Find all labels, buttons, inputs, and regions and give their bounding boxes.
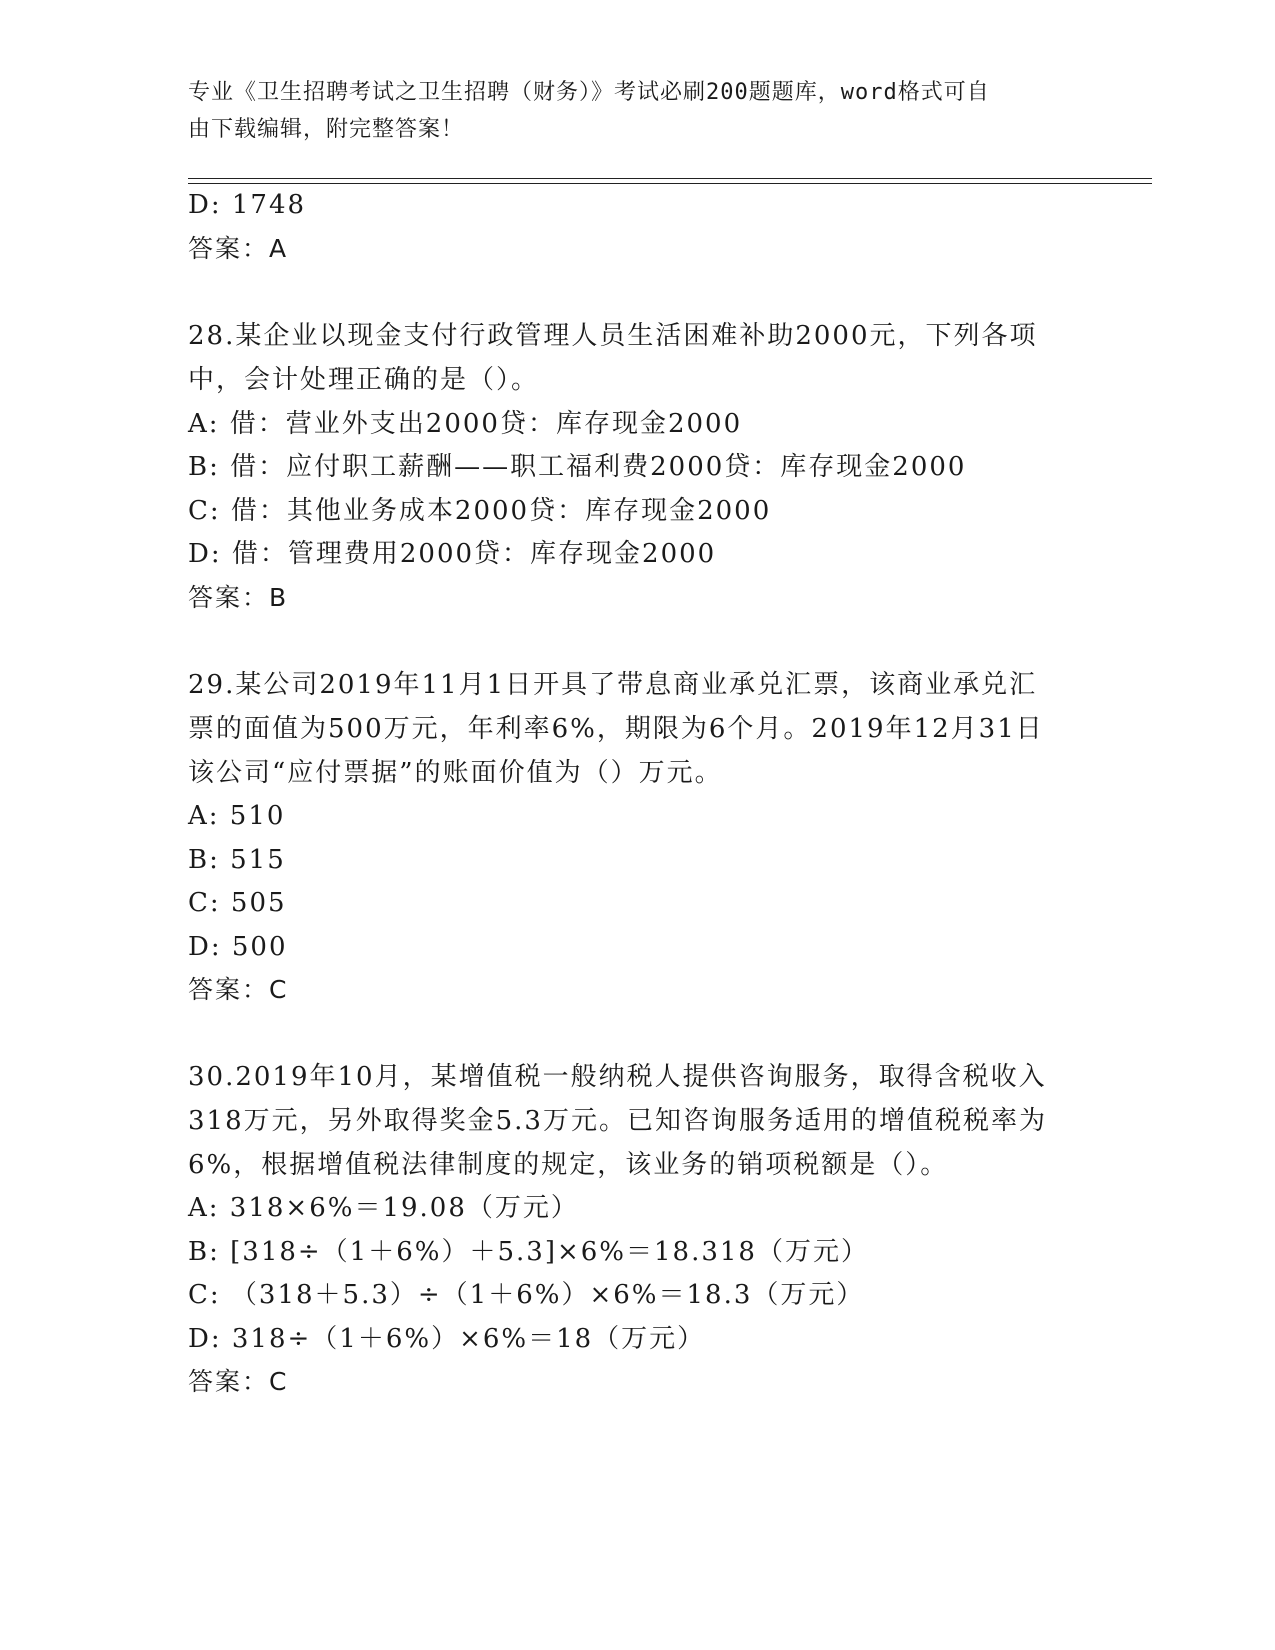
q29-answer: 答案：C <box>188 975 289 1004</box>
q29-option-d: D: 500 <box>188 932 288 962</box>
q30-stem-line-2: 318万元，另外取得奖金5.3万元。已知咨询服务适用的增值税税率为 <box>188 1106 1047 1136</box>
q28-option-b: B: 借：应付职工薪酬——职工福利费2000贷：库存现金2000 <box>188 452 967 482</box>
q29-option-c: C: 505 <box>188 888 287 918</box>
q29-stem-line-2: 票的面值为500万元，年利率6%，期限为6个月。2019年12月31日 <box>188 714 1044 744</box>
q30-stem-line-1: 30.2019年10月，某增值税一般纳税人提供咨询服务，取得含税收入 <box>188 1062 1047 1092</box>
header-line-2: 由下载编辑，附完整答案！ <box>188 117 465 142</box>
q28-option-c: C: 借：其他业务成本2000贷：库存现金2000 <box>188 496 772 526</box>
q29-option-b: B: 515 <box>188 845 286 875</box>
q30-stem-line-3: 6%，根据增值税法律制度的规定，该业务的销项税额是（）。 <box>188 1150 949 1180</box>
q30-option-d: D: 318÷（1＋6%）×6%＝18（万元） <box>188 1324 706 1354</box>
header-line-1: 专业《卫生招聘考试之卫生招聘（财务）》考试必刷200题题库，word格式可自 <box>188 80 990 105</box>
document-header <box>188 74 1068 148</box>
q29-stem-line-1: 29.某公司2019年11月1日开具了带息商业承兑汇票，该商业承兑汇 <box>188 670 1038 700</box>
q28-option-a: A: 借：营业外支出2000贷：库存现金2000 <box>188 409 743 439</box>
q29-stem-line-3: 该公司“应付票据”的账面价值为（）万元。 <box>188 758 723 788</box>
q30-answer: 答案：C <box>188 1367 289 1396</box>
q30-option-a: A: 318×6%＝19.08（万元） <box>188 1193 579 1223</box>
header-divider-bottom <box>188 183 1152 184</box>
q28-stem-line-2: 中，会计处理正确的是（）。 <box>188 365 540 395</box>
prev-answer: 答案：A <box>188 234 289 263</box>
q28-answer: 答案：B <box>188 583 289 612</box>
q28-option-d: D: 借：管理费用2000贷：库存现金2000 <box>188 539 717 569</box>
q30-option-c: C: （318＋5.3）÷（1＋6%）×6%＝18.3（万元） <box>188 1280 865 1310</box>
q30-option-b: B: [318÷（1＋6%）＋5.3]×6%＝18.318（万元） <box>188 1237 869 1267</box>
q29-option-a: A: 510 <box>188 801 286 831</box>
q28-stem-line-1: 28.某企业以现金支付行政管理人员生活困难补助2000元，下列各项 <box>188 321 1038 351</box>
prev-option-d: D: 1748 <box>188 190 307 220</box>
header-divider-top <box>188 178 1152 179</box>
